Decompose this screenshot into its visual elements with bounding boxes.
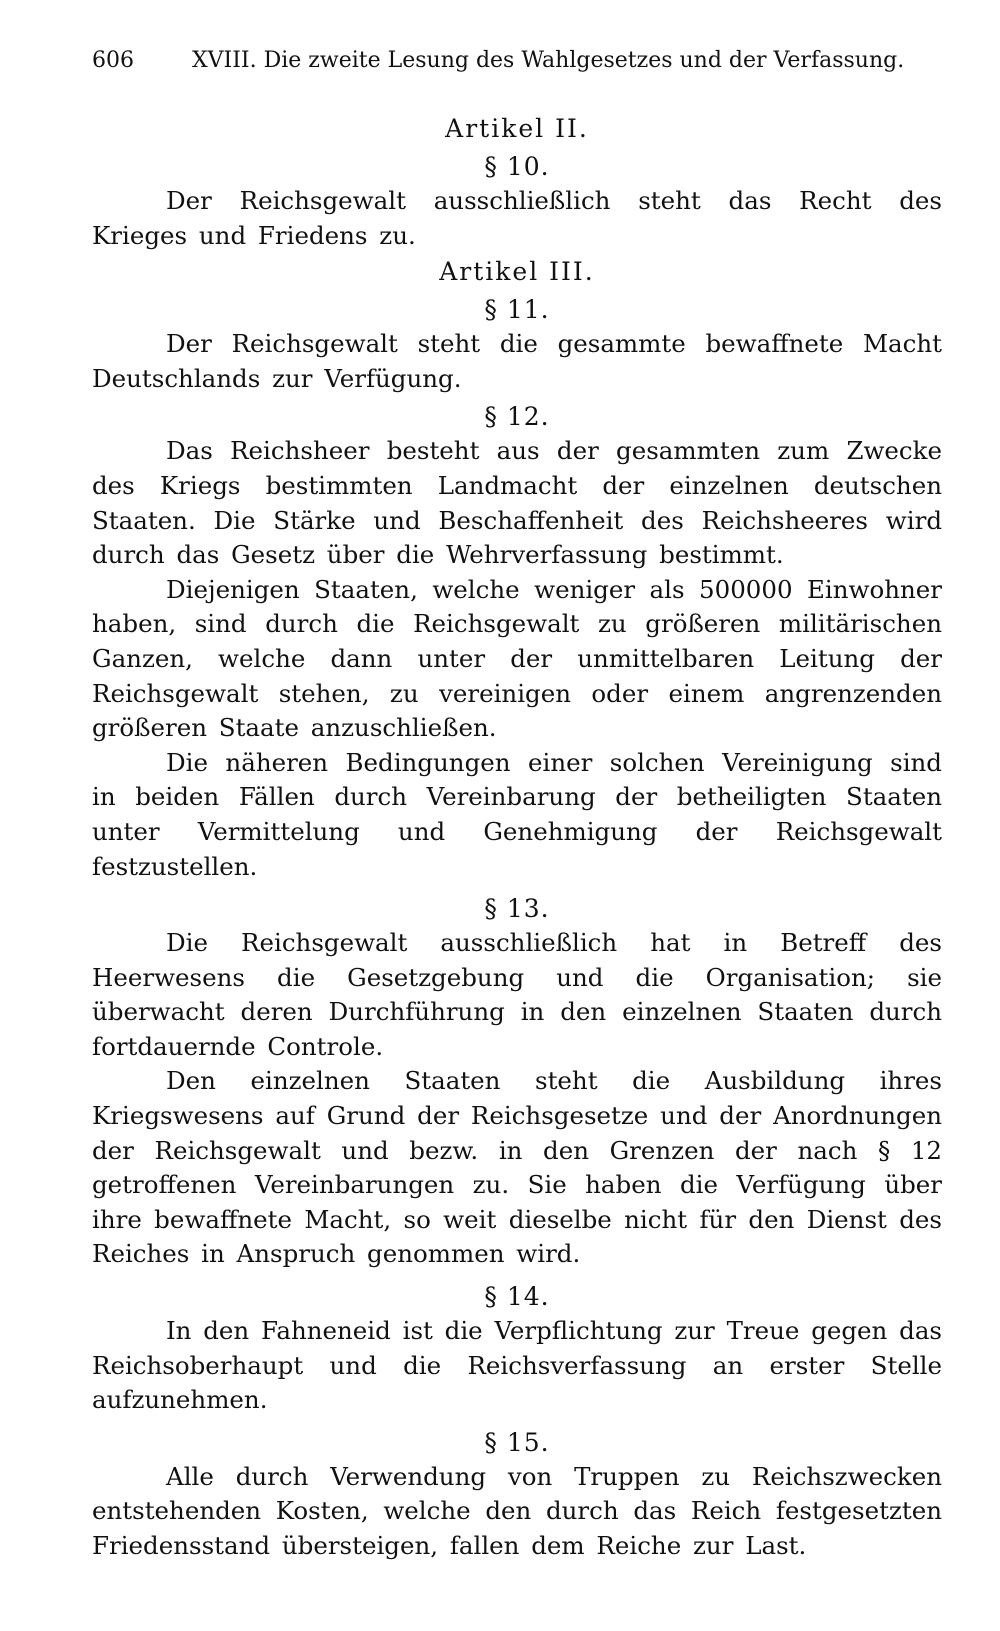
section-10-paragraph-1: Der Reichsgewalt ausschließlich steht das Recht des Krieges und Friedens zu. [92, 186, 942, 250]
section-12-paragraph-3: Die näheren Bedingungen einer solchen Vereinigung sind in beiden Fällen durch Vereinbarung der betheiligten Staaten unter Vermittelung und Genehmigung der Reichsgewalt festzustellen. [92, 747, 942, 881]
page-number: 606 [92, 48, 134, 73]
section-heading-10: § 10. [484, 152, 550, 181]
section-heading-12: § 12. [484, 402, 550, 432]
article-heading-2: Artikel II. [445, 114, 589, 143]
body-text [92, 110, 942, 1564]
section-heading-11: § 11. [484, 295, 550, 325]
article-heading-3: Artikel III. [439, 257, 595, 287]
section-heading-13: § 13. [484, 894, 550, 924]
section-14-paragraph-1: In den Fahneneid ist die Verpflichtung zur Treue gegen das Reichsoberhaupt und die Reichsverfassung an erster Stelle aufzunehmen. [92, 1316, 942, 1415]
section-13-paragraph-1: Die Reichsgewalt ausschließlich hat in Betreff des Heerwesens die Gesetzgebung und die Organisation; sie überwacht deren Durchführung in den einzelnen Staaten durch fortdauernde Controle. [92, 928, 942, 1061]
section-heading-15: § 15. [484, 1427, 550, 1457]
section-13-paragraph-2: Den einzelnen Staaten steht die Ausbildung ihres Kriegswesens auf Grund der Reichsgesetze und der Anordnungen der Reichsgewalt und bezw. in den Grenzen der nach § 12 getroffenen Vereinbarungen zu. Sie haben die Verfügung über ihre bewaffnete Macht, so weit dieselbe nicht für den Dienst des Reiches in Anspruch genommen wird. [92, 1066, 942, 1269]
section-15-paragraph-1: Alle durch Verwendung von Truppen zu Reichszwecken entstehenden Kosten, welche den durch das Reich festgesetzten Friedensstand übersteigen, fallen dem Reiche zur Last. [92, 1461, 942, 1560]
running-header [92, 46, 942, 76]
running-title: XVIII. Die zweite Lesung des Wahlgesetzes und der Verfassung. [192, 48, 905, 73]
section-12-paragraph-2: Diejenigen Staaten, welche weniger als 500000 Einwohner haben, sind durch die Reichsgewalt zu größeren militärischen Ganzen, welche dann unter der unmittelbaren Leitung der Reichsgewalt stehen, zu vereinigen oder einem angrenzenden größeren Staate anzuschließen. [92, 574, 942, 743]
section-heading-14: § 14. [484, 1282, 550, 1312]
section-12-paragraph-1: Das Reichsheer besteht aus der gesammten zum Zwecke des Kriegs bestimmten Landmacht der einzelnen deutschen Staaten. Die Stärke und Beschaffenheit des Reichsheeres wird durch das Gesetz über die Wehrverfassung bestimmt. [92, 436, 942, 570]
section-11-paragraph-1: Der Reichsgewalt steht die gesammte bewaffnete Macht Deutschlands zur Verfügung. [92, 329, 942, 393]
